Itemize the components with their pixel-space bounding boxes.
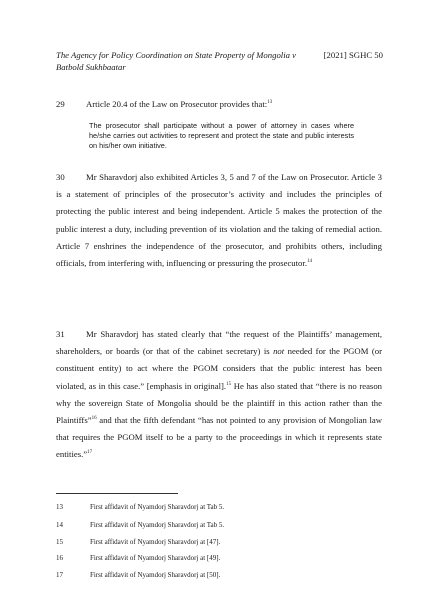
footnote-text: First affidavit of Nyamdorj Sharavdorj at Tab 5. xyxy=(90,521,225,529)
footnote-13 xyxy=(56,502,386,512)
footnote-number: 13 xyxy=(56,503,63,511)
footnote-number: 17 xyxy=(56,571,63,579)
paragraph-31 xyxy=(56,326,382,464)
footnote-ref: 14 xyxy=(307,259,312,265)
footnote-ref: 16 xyxy=(91,416,97,422)
paragraph-text: Article 20.4 of the Law on Prosecutor provides that: xyxy=(86,99,268,109)
paragraph-text: Mr Sharavdorj has stated clearly that “the request of the Plaintiffs’ management, shareholders, or boards (or that of the cabinet secretary) is xyxy=(56,329,382,357)
paragraph-30 xyxy=(56,169,382,272)
paragraph-number: 30 xyxy=(56,172,65,182)
citation-header: [2021] SGHC 50 xyxy=(323,50,383,60)
footnote-16 xyxy=(56,553,386,563)
footnote-separator xyxy=(56,493,178,494)
paragraph-text: Mr Sharavdorj also exhibited Articles 3, 5 and 7 of the Law on Prosecutor. Article 3 is a statement of principles of the prosecutor’s activity and includes the principles of protecting the public interest and being independent. Article 5 makes the protection of the public interest a duty, including prevention of its violation and the taking of remedial action. Article 7 enshrines the independence of the prosecutor, and prohibits others, including officials, from interfering with, influencing or pressuring the prosecutor. xyxy=(56,172,382,269)
footnote-15 xyxy=(56,537,386,547)
block-quote: The prosecutor shall participate without a power of attorney in cases where he/she carries out activities to represent and protect the state and public interests on his/her own initiative. xyxy=(89,121,354,150)
footnote-ref: 17 xyxy=(87,450,93,456)
footnote-ref: 13 xyxy=(267,100,273,106)
footnote-text: First affidavit of Nyamdorj Sharavdorj at [47]. xyxy=(90,538,221,546)
paragraph-text: He has also stated that “there is no reason why the sovereign State of Mongolia should be the plaintiff in this action rather than the Plaintiffs” xyxy=(56,380,383,426)
paragraph-text: and that the fifth defendant “has not pointed to any provision of Mongolian law that requires the PGOM itself to be a party to the proceedings in which it represents state entities.” xyxy=(56,415,382,460)
case-title-header: The Agency for Policy Coordination on State Property of Mongolia v Batbold Sukhbaatar xyxy=(56,50,296,72)
footnote-14 xyxy=(56,520,386,530)
paragraph-number: 31 xyxy=(56,329,65,339)
footnote-text: First affidavit of Nyamdorj Sharavdorj at [50]. xyxy=(90,571,221,579)
emphasis-text: not xyxy=(273,346,285,357)
footnote-number: 14 xyxy=(56,521,63,529)
footnote-text: First affidavit of Nyamdorj Sharavdorj at Tab 5. xyxy=(90,503,225,511)
footnote-number: 15 xyxy=(56,538,63,546)
footnote-number: 16 xyxy=(56,554,63,562)
paragraph-text: needed for the PGOM (or constituent entity) to act where the PGOM considers that the public interest has been violated, as in this case.” [emphasis in original]. xyxy=(56,346,382,391)
paragraph-29 xyxy=(56,96,382,113)
footnote-text: First affidavit of Nyamdorj Sharavdorj at [49]. xyxy=(90,554,221,562)
footnote-17 xyxy=(56,570,386,580)
footnote-ref: 15 xyxy=(226,381,232,387)
paragraph-number: 29 xyxy=(56,99,65,109)
